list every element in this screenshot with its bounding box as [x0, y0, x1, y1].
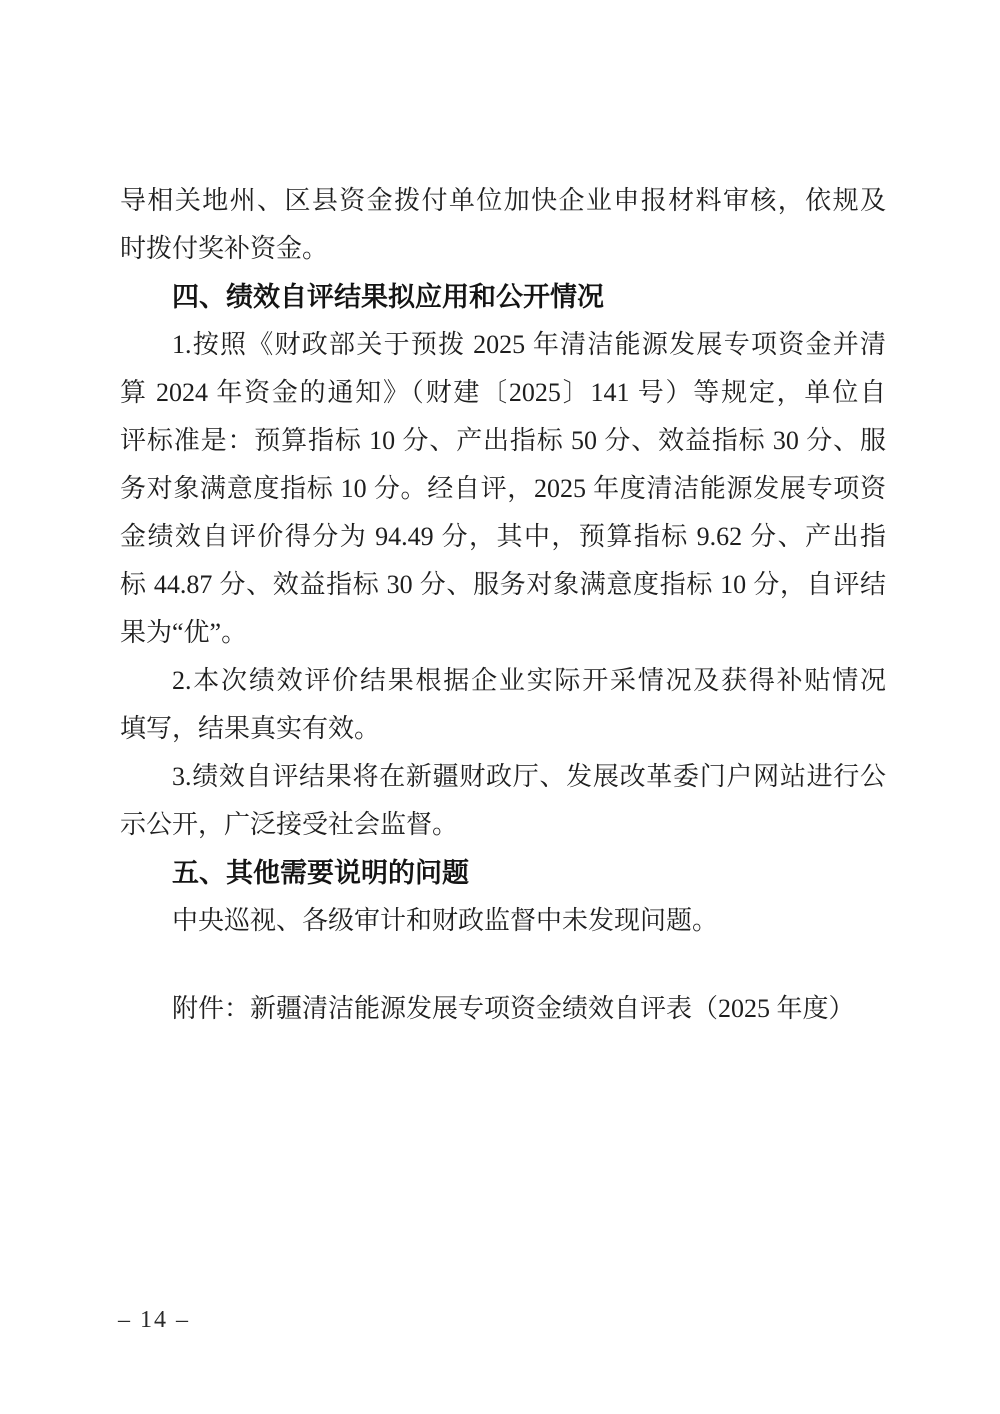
paragraph-2-line: 2.本次绩效评价结果根据企业实际开采情况及获得补贴情况 — [172, 666, 886, 695]
other-issues-line: 中央巡视、各级审计和财政监督中未发现问题。 — [172, 906, 719, 935]
paragraph-1-line: 标 44.87 分、效益指标 30 分、服务对象满意度指标 10 分，自评结 — [120, 570, 886, 599]
paragraph-1-line: 金绩效自评价得分为 94.49 分，其中，预算指标 9.62 分、产出指 — [120, 522, 886, 551]
page-number: – 14 – — [118, 1307, 190, 1333]
paragraph-2-line: 填写，结果真实有效。 — [120, 714, 381, 743]
paragraph-1-line: 评标准是：预算指标 10 分、产出指标 50 分、效益指标 30 分、服 — [120, 426, 886, 455]
paragraph-1-line: 1.按照《财政部关于预拨 2025 年清洁能源发展专项资金并清 — [172, 330, 886, 359]
paragraph-3-line: 3.绩效自评结果将在新疆财政厅、发展改革委门户网站进行公 — [172, 762, 886, 791]
paragraph-1-line: 算 2024 年资金的通知》（财建〔2025〕141 号）等规定，单位自 — [120, 378, 886, 407]
paragraph-continuation-line: 时拨付奖补资金。 — [120, 234, 329, 263]
paragraph-1-line: 果为“优”。 — [120, 618, 248, 647]
paragraph-1-line: 务对象满意度指标 10 分。经自评，2025 年度清洁能源发展专项资 — [120, 474, 886, 503]
paragraph-3-line: 示公开，广泛接受社会监督。 — [120, 810, 459, 839]
attachment-line: 附件：新疆清洁能源发展专项资金绩效自评表（2025 年度） — [172, 994, 855, 1023]
paragraph-continuation-line: 导相关地州、区县资金拨付单位加快企业申报材料审核，依规及 — [120, 186, 886, 215]
document-body — [120, 177, 886, 1033]
section-heading-4: 四、绩效自评结果拟应用和公开情况 — [172, 282, 604, 312]
section-heading-5: 五、其他需要说明的问题 — [172, 858, 469, 888]
